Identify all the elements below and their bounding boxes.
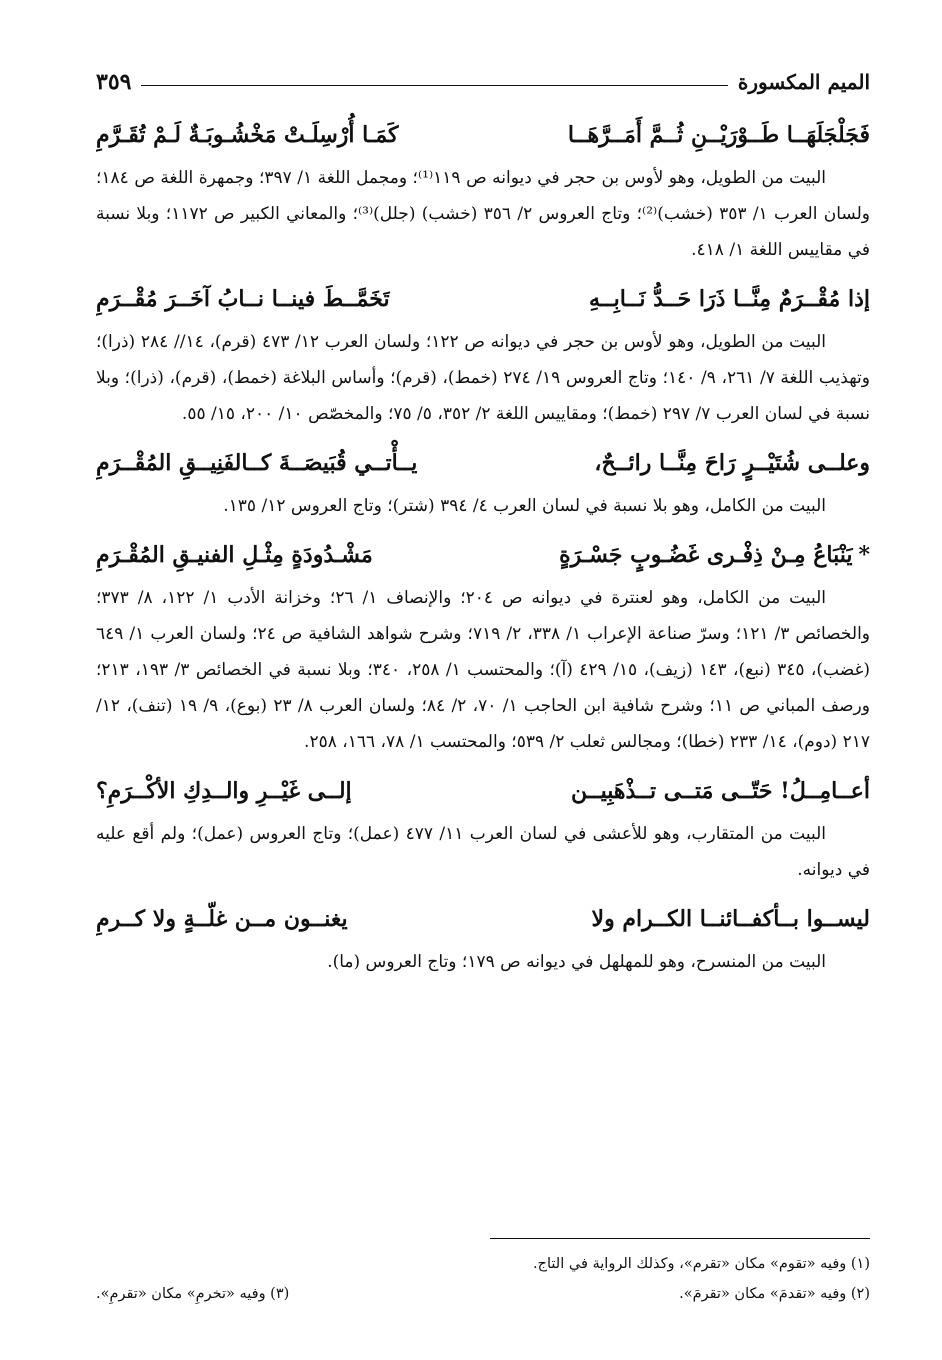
verse-commentary: البيت من الكامل، وهو بلا نسبة في لسان العرب ٤/ ٣٩٤ (شتر)؛ وتاج العروس ١٢/ ١٣٥. bbox=[223, 496, 826, 516]
verse-line bbox=[96, 438, 870, 488]
verse-commentary: البيت من المتقارب، وهو للأعشى في لسان العرب ١١/ ٤٧٧ (عمل)؛ وتاج العروس (عمل)؛ ولم أقع عليه في ديوانه. bbox=[96, 824, 870, 880]
verse-line bbox=[96, 274, 870, 324]
footnote-rule bbox=[490, 1238, 870, 1239]
verse-second-hemistich: إلــى غَيْــرِ والــدِكِ الأكْــرَمِ؟ bbox=[96, 778, 352, 804]
verse-second-hemistich: يغنــون مــن غلّــةٍ ولا كــرمِ bbox=[96, 906, 348, 932]
shahid-marker: * bbox=[858, 542, 870, 568]
header-rule bbox=[141, 85, 727, 86]
footnote: (٣) وفيه «تخرمِ» مكان «تقرمِ». bbox=[96, 1286, 290, 1302]
page-header bbox=[96, 60, 870, 104]
verse-line bbox=[96, 110, 870, 160]
verse-first-hemistich: ليســوا بــأكفــائنــا الكــرام ولا bbox=[591, 906, 870, 932]
verse-commentary: البيت من الطويل، وهو لأوس بن حجر في ديوانه ص ١١٩⁽¹⁾؛ ومجمل اللغة ١/ ٣٩٧؛ وجمهرة اللغة ص ١٨٤؛ ولسان العرب ١/ ٣٥٣ (خشب)⁽²⁾؛ وتاج العروس ٢/ ٣٥٦ (خشب) (جلل)⁽³⁾؛ والمعاني الكبير ص ١١٧٢؛ وبلا نسبة في مقاييس اللغة ١/ ٤١٨. bbox=[96, 168, 870, 260]
verse-first-hemistich: وعلــى شُتَيْــرٍ رَاحَ مِنَّــا رائــحٌ، bbox=[594, 450, 870, 476]
verse-entry bbox=[96, 274, 870, 432]
page-number: ٣٥٩ bbox=[96, 69, 132, 95]
footnotes bbox=[96, 1238, 870, 1309]
verse-first-hemistich bbox=[559, 530, 870, 580]
book-page bbox=[96, 60, 870, 980]
verse-commentary: البيت من المنسرح، وهو للمهلهل في ديوانه ص ١٧٩؛ وتاج العروس (ما). bbox=[327, 952, 826, 972]
verse-first-hemistich: أعــامِــلُ! حَتّــى مَتــى تــذْهَبِيــن bbox=[571, 778, 870, 804]
verse-entry bbox=[96, 110, 870, 268]
verse-entry bbox=[96, 894, 870, 980]
verse-first-hemistich: إذا مُقْــرَمٌ مِنَّــا ذَرَا حَــدُّ نَــابِــهِ bbox=[589, 286, 870, 312]
verse-second-hemistich: تَخَمَّــطَ فينــا نــابُ آخَــرَ مُقْــرَمِ bbox=[96, 286, 390, 312]
verse-first-hemistich-text: يَنْبَاعُ مِـنْ ذِفْـرى غَضُـوبٍ جَسْـرَةٍ bbox=[559, 542, 853, 568]
verse-commentary: البيت من الكامل، وهو لعنترة في ديوانه ص ٢٠٤؛ والإنصاف ١/ ٢٦؛ وخزانة الأدب ١/ ١٢٢، ٨/ ٣٧٣؛ والخصائص ٣/ ١٢١؛ وسرّ صناعة الإعراب ١/ ٣٣٨، ٢/ ٧١٩؛ وشرح شواهد الشافية ص ٢٤؛ ولسان العرب ١/ ٦٤٩ (غضب)، ٣٤٥ (نبع)، ١٤٣ (زيف)، ١٥/ ٤٢٩ (آ)؛ والمحتسب ١/ ٢٥٨، ٣٤٠؛ وبلا نسبة في الخصائص ٣/ ١٩٣، ٢١٣؛ ورصف المباني ص ١١؛ وشرح شافية ابن الحاجب ١/ ٧٠، ٢/ ٨٤؛ ولسان العرب ٨/ ٢٣ (بوع)، ٩/ ١٩ (تنف)، ١٢/ ٢١٧ (دوم)، ١٤/ ٢٣٣ (خطا)؛ ومجالس ثعلب ٢/ ٥٣٩؛ والمحتسب ١/ ٧٨، ١٦٦، ٢٥٨. bbox=[96, 588, 871, 752]
footnote: (١) وفيه «تقوم» مكان «تقرم»، وكذلك الرواية في التاج. bbox=[533, 1256, 870, 1272]
footnote-row bbox=[96, 1279, 870, 1309]
verse-entry bbox=[96, 530, 870, 760]
verse-entry bbox=[96, 766, 870, 888]
verse-second-hemistich: يــأْتــي قُبَيصَــةَ كــالفَنِيــقِ المُقْــرَمِ bbox=[96, 450, 418, 476]
verse-line bbox=[96, 530, 870, 580]
running-title: الميم المكسورة bbox=[737, 70, 870, 94]
verse-commentary: البيت من الطويل، وهو لأوس بن حجر في ديوانه ص ١٢٢؛ ولسان العرب ١٢/ ٤٧٣ (قرم)، ١٤// ٢٨٤ (ذرا)؛ وتهذيب اللغة ٧/ ٢٦١، ٩/ ١٤٠؛ وتاج العروس ١٩/ ٢٧٤ (خمط)، (قرم)؛ وأساس البلاغة (خمط)، (قرم)، (ذرا)؛ وبلا نسبة في لسان العرب ٧/ ٢٩٧ (خمط)؛ ومقاييس اللغة ٢/ ٣٥٢، ٥/ ٧٥؛ والمخصّص ١٠/ ٢٠٠، ١٥/ ٥٥. bbox=[96, 332, 870, 424]
verse-line bbox=[96, 894, 870, 944]
verse-second-hemistich: كَمَـا أُرْسِلَـتْ مَخْشُـوبَـةٌ لَـمْ تُقَـرَّمِ bbox=[96, 122, 399, 148]
verse-line bbox=[96, 766, 870, 816]
verse-entry bbox=[96, 438, 870, 524]
footnote: (٢) وفيه «تقدمَ» مكان «تقرمَ». bbox=[679, 1286, 870, 1302]
verse-second-hemistich: مَشْـدُودَةٍ مِثْـلِ الفنيـقِ المُقْـرَمِ bbox=[96, 542, 373, 568]
verse-first-hemistich: فَجَلْجَلَهَــا طَــوْرَيْــنِ ثُــمَّ أَمَــرَّهَــا bbox=[567, 122, 870, 148]
